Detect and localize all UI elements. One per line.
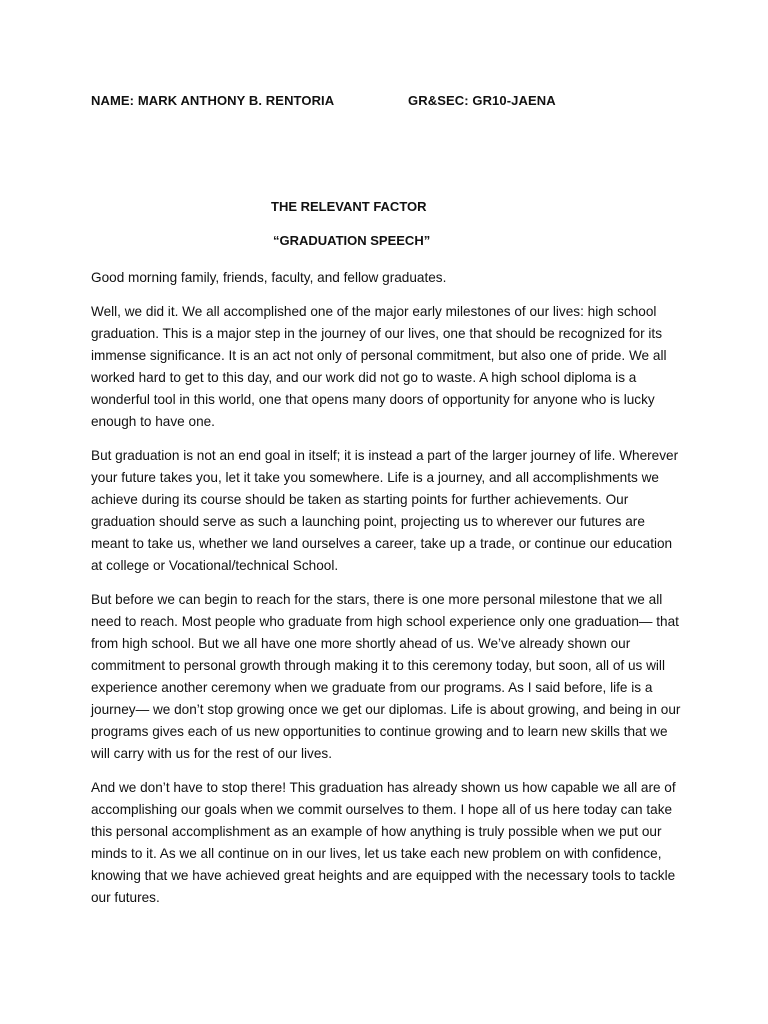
paragraph: And we don’t have to stop there! This graduation has already shown us how capable we all are of accomplishing our goals when we commit ourselves to them. I hope all of us here today can take this personal accomplishment as an example of how anything is truly possible when we put our minds to it. As we all continue on in our lives, let us take each new problem on with confidence, knowing that we have achieved great heights and are equipped with the necessary tools to tackle our futures. [91,780,676,905]
speech-subtitle: “GRADUATION SPEECH” [273,233,431,248]
speech-body [91,267,681,921]
paragraph: But graduation is not an end goal in itself; it is instead a part of the larger journey of life. Wherever your future takes you, let it take you somewhere. Life is a journey, and all accomplishments we achieve during its course should be taken as starting points for further achievements. Our graduation should serve as such a launching point, projecting us to wherever our futures are meant to take us, whether we land ourselves a career, take up a trade, or continue our education at college or Vocational/technical School. [91,448,679,573]
speech-title: THE RELEVANT FACTOR [271,199,427,214]
student-name: NAME: MARK ANTHONY B. RENTORIA [91,93,335,108]
grade-section: GR&SEC: GR10-JAENA [408,93,556,108]
paragraph-greeting: Good morning family, friends, faculty, and fellow graduates. [91,270,447,285]
paragraph: But before we can begin to reach for the stars, there is one more personal milestone that we all need to reach. Most people who graduate from high school experience only one graduation— that from high school. But we all have one more shortly ahead of us. We’ve already shown our commitment to personal growth through making it to this ceremony today, but soon, all of us will experience another ceremony when we graduate from our programs. As I said before, life is a journey— we don’t stop growing once we get our diplomas. Life is about growing, and being in our programs gives each of us new opportunities to continue growing and to learn new skills that we will carry with us for the rest of our lives. [91,592,681,761]
paragraph: Well, we did it. We all accomplished one of the major early milestones of our lives: high school graduation. This is a major step in the journey of our lives, one that should be recognized for its immense significance. It is an act not only of personal commitment, but also one of pride. We all worked hard to get to this day, and our work did not go to waste. A high school diploma is a wonderful tool in this world, one that opens many doors of opportunity for anyone who is lucky enough to have one. [91,304,667,429]
